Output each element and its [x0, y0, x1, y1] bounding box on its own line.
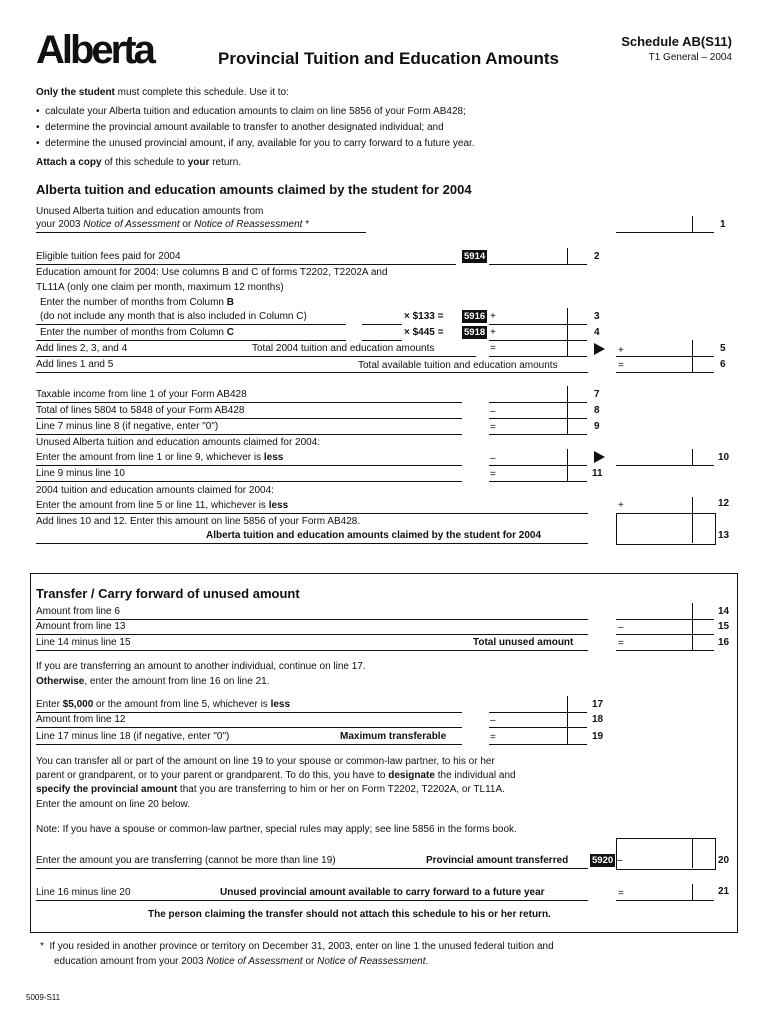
- line1-label-a: Unused Alberta tuition and education amounts from: [36, 206, 264, 217]
- underline: [36, 356, 476, 357]
- l10-bold: less: [263, 452, 284, 463]
- line-number: 9: [594, 421, 600, 432]
- l1-italic-1: Notice of Assessment: [83, 219, 180, 230]
- p2-end: the individual and: [434, 770, 516, 781]
- cents-divider: [567, 696, 568, 712]
- arrow-right-icon: [594, 451, 605, 463]
- line19-field[interactable]: [489, 744, 587, 745]
- cents-divider: [692, 884, 693, 900]
- line5-field[interactable]: [616, 356, 714, 357]
- line17-field[interactable]: [489, 712, 587, 713]
- cents-divider: [567, 386, 568, 402]
- otherwise-text: , enter the amount from line 16 on line 21.: [84, 676, 270, 687]
- cents-divider: [567, 728, 568, 744]
- line21-field[interactable]: [616, 900, 714, 901]
- line7-field[interactable]: [489, 402, 587, 403]
- line6-field[interactable]: [616, 372, 714, 373]
- l12-pre: Enter the amount from line 5 or line 11, whichever is: [36, 500, 269, 511]
- otherwise-bold: Otherwise: [36, 676, 85, 687]
- line3-label-a: [40, 297, 234, 308]
- line10-label-b: [36, 452, 283, 463]
- fn-or: or: [302, 956, 318, 967]
- underline: [36, 232, 366, 233]
- cents-divider: [567, 449, 568, 465]
- fn-end: .: [425, 956, 429, 967]
- line4-label: [40, 327, 234, 338]
- line16-total-label: Total unused amount: [473, 637, 574, 648]
- plus-sign: +: [490, 311, 496, 322]
- alberta-logo: Alberta: [36, 28, 153, 72]
- attach-text: of this schedule to: [101, 157, 188, 168]
- line3-field[interactable]: [489, 324, 587, 325]
- line-number: 6: [720, 359, 726, 370]
- line-number: 17: [592, 699, 604, 710]
- line9-field[interactable]: [489, 434, 587, 435]
- form-id: 5009-S11: [26, 993, 61, 1002]
- line20-box[interactable]: [616, 838, 716, 870]
- line19-label: Line 17 minus line 18 (if negative, enter "0"): [36, 731, 230, 742]
- minus-sign: –: [490, 453, 496, 464]
- line14-label: Amount from line 6: [36, 606, 120, 617]
- bullet-3: [36, 138, 475, 149]
- line2-label: Eligible tuition fees paid for 2004: [36, 251, 181, 262]
- cents-divider: [567, 248, 568, 264]
- plus-sign: +: [618, 500, 624, 511]
- underline: [36, 434, 462, 435]
- arrow-right-icon: [594, 343, 605, 355]
- underline: [36, 619, 588, 620]
- line-number: 14: [718, 606, 730, 617]
- l1-or: or: [179, 219, 195, 230]
- bullet-text: calculate your Alberta tuition and education amounts to claim on line 5856 of your Form AB428;: [45, 106, 466, 117]
- line-number: 21: [718, 886, 730, 897]
- intro-lead-bold: Only the student: [36, 87, 115, 98]
- code-5916: 5916: [464, 311, 486, 322]
- cents-divider: [567, 418, 568, 434]
- fn-italic-2: Notice of Reassessment: [317, 956, 426, 967]
- form-subtitle: T1 General – 2004: [648, 52, 732, 63]
- explanation-line-1: You can transfer all or part of the amount on line 19 to your spouse or common-law partner, to his or her: [36, 756, 495, 767]
- line18-label: Amount from line 12: [36, 714, 126, 725]
- transfer-section-frame: [30, 573, 738, 933]
- line17-label: [36, 699, 290, 710]
- cents-divider: [567, 712, 568, 727]
- bullet-dot: •: [36, 106, 40, 117]
- education-desc-a: Education amount for 2004: Use columns B and C of forms T2202, T2202A and: [36, 267, 388, 278]
- footnote-text-a: If you resided in another province or territory on December 31, 2003, enter on line 1 the unused federal tuition and: [49, 941, 554, 952]
- line15-label: Amount from line 13: [36, 621, 126, 632]
- line-number: 3: [594, 311, 600, 322]
- line2-field[interactable]: [489, 264, 587, 265]
- line21-label: Line 16 minus line 20: [36, 887, 131, 898]
- footnote-line-2: [54, 956, 428, 967]
- line-number: 20: [718, 855, 730, 866]
- bullet-text: determine the provincial amount available to transfer to another designated individual; and: [45, 122, 444, 133]
- equals-sign: =: [618, 888, 624, 899]
- underline: [36, 402, 462, 403]
- line10-field[interactable]: [616, 465, 714, 466]
- line5-label: Add lines 2, 3, and 4: [36, 343, 128, 354]
- line16-label: Line 14 minus line 15: [36, 637, 131, 648]
- underline: [36, 868, 588, 869]
- footnote-line-1: [40, 941, 554, 952]
- l10-pre: Enter the amount from line 1 or line 9, whichever is: [36, 452, 264, 463]
- line21-total-label: Unused provincial amount available to carry forward to a future year: [220, 887, 545, 898]
- underline: [36, 744, 462, 745]
- fn-pre: education amount from your 2003: [54, 956, 207, 967]
- plus-sign: +: [618, 345, 624, 356]
- minus-sign: –: [617, 855, 623, 866]
- line7-label: Taxable income from line 1 of your Form AB428: [36, 389, 247, 400]
- l17-mid: or the amount from line 5, whichever is: [93, 699, 271, 710]
- cents-divider: [692, 356, 693, 372]
- cents-divider: [692, 497, 693, 513]
- line19-total-label: Maximum transferable: [340, 731, 447, 742]
- line4-months-field[interactable]: [362, 340, 402, 341]
- transfer-instruction-a: If you are transferring an amount to another individual, continue on line 17.: [36, 661, 366, 672]
- line20-label: Enter the amount you are transferring (cannot be more than line 19): [36, 855, 336, 866]
- p3-bold: specify the provincial amount: [36, 784, 178, 795]
- line5-subtotal-field[interactable]: [489, 356, 587, 357]
- underline: [36, 543, 588, 544]
- cents-divider: [692, 216, 693, 232]
- underline: [36, 634, 588, 635]
- l17-bold-2: less: [270, 699, 291, 710]
- equals-sign: =: [490, 422, 496, 433]
- underline: [36, 372, 588, 373]
- line13-total-label: Alberta tuition and education amounts claimed by the student for 2004: [206, 530, 542, 541]
- line6-total-label: Total available tuition and education amounts: [358, 360, 558, 371]
- l3-col: B: [226, 297, 234, 308]
- line16-field[interactable]: [616, 650, 714, 651]
- line1-field[interactable]: [616, 232, 714, 233]
- code-5914: 5914: [464, 251, 486, 262]
- line-number: 18: [592, 714, 604, 725]
- line5-total-label: Total 2004 tuition and education amounts: [252, 343, 435, 354]
- transfer-instruction-b: [36, 676, 269, 687]
- schedule-name: Schedule AB(S11): [621, 34, 732, 49]
- line15-field[interactable]: [616, 634, 714, 635]
- cents-divider: [567, 465, 568, 481]
- underline: [36, 340, 346, 341]
- line20-total-label: Provincial amount transferred: [426, 855, 569, 866]
- education-desc-b: TL11A (only one claim per month, maximum 12 months): [36, 282, 284, 293]
- explanation-line-4: Enter the amount on line 20 below.: [36, 799, 190, 810]
- line10-subfield[interactable]: [489, 465, 587, 466]
- equals-sign: =: [490, 343, 496, 354]
- bullet-1: [36, 106, 466, 117]
- line11-label: Line 9 minus line 10: [36, 468, 125, 479]
- line-number: 11: [592, 468, 603, 479]
- page-title: Provincial Tuition and Education Amounts: [218, 49, 559, 68]
- transfer-warning: The person claiming the transfer should not attach this schedule to his or her return.: [148, 909, 551, 920]
- l17-pre: Enter: [36, 699, 63, 710]
- bullet-dot: •: [36, 122, 40, 133]
- section2-heading: Transfer / Carry forward of unused amount: [36, 586, 300, 601]
- line-number: 10: [718, 452, 730, 463]
- code-5920: 5920: [592, 855, 614, 866]
- underline: [36, 900, 588, 901]
- p2-bold: designate: [388, 770, 435, 781]
- line4-multiplier: × $445 =: [404, 327, 444, 338]
- line13-label-a: Add lines 10 and 12. Enter this amount on line 5856 of your Form AB428.: [36, 516, 361, 527]
- line-number: 5: [720, 343, 726, 354]
- line-number: 7: [594, 389, 600, 400]
- cents-divider: [692, 449, 693, 465]
- cents-divider: [692, 513, 693, 543]
- bullet-dot: •: [36, 138, 40, 149]
- bullet-2: [36, 122, 444, 133]
- line-number: 19: [592, 731, 604, 742]
- l17-bold: $5,000: [62, 699, 94, 710]
- plus-sign: +: [490, 327, 496, 338]
- l4-col: C: [226, 327, 234, 338]
- p3-end: that you are transferring to him or her on Form T2202, T2202A, or TL11A.: [177, 784, 505, 795]
- line14-field[interactable]: [616, 619, 714, 620]
- p2-pre: parent or grandparent, or to your parent or grandparent. To do this, you have to: [36, 770, 389, 781]
- underline: [36, 418, 462, 419]
- underline: [36, 513, 588, 514]
- l12-bold: less: [268, 500, 289, 511]
- l4-pre: Enter the number of months from Column: [40, 327, 227, 338]
- cents-divider: [567, 402, 568, 418]
- line-number: 13: [718, 530, 730, 541]
- line-number: 1: [720, 219, 726, 230]
- section1-heading: Alberta tuition and education amounts claimed by the student for 2004: [36, 182, 472, 197]
- equals-sign: =: [618, 638, 624, 649]
- line8-label: Total of lines 5804 to 5848 of your Form AB428: [36, 405, 245, 416]
- underline: [36, 712, 462, 713]
- line3-multiplier: × $133 =: [404, 311, 444, 322]
- cents-divider: [692, 838, 693, 868]
- line3-label-b: (do not include any month that is also included in Column C): [40, 311, 307, 322]
- equals-sign: =: [490, 732, 496, 743]
- bullet-text: determine the unused provincial amount, if any, available for you to carry forward to a future year.: [45, 138, 475, 149]
- equals-sign: =: [490, 469, 496, 480]
- line-number: 8: [594, 405, 600, 416]
- line-number: 2: [594, 251, 600, 262]
- underline: [36, 465, 462, 466]
- attach-note: [36, 157, 241, 168]
- line12-label-a: 2004 tuition and education amounts claimed for 2004:: [36, 485, 274, 496]
- line-number: 16: [718, 637, 730, 648]
- explanation-line-2: [36, 770, 516, 781]
- underline: [36, 727, 462, 728]
- cents-divider: [692, 619, 693, 634]
- attach-bold: Attach a copy: [36, 157, 102, 168]
- line6-label: Add lines 1 and 5: [36, 359, 114, 370]
- line8-field[interactable]: [489, 418, 587, 419]
- line3-months-field[interactable]: [362, 324, 402, 325]
- line18-field[interactable]: [489, 727, 587, 728]
- line12-label-b: [36, 500, 288, 511]
- underline: [36, 264, 456, 265]
- minus-sign: –: [618, 622, 624, 633]
- fn-italic-1: Notice of Assessment: [206, 956, 303, 967]
- minus-sign: –: [490, 406, 496, 417]
- line9-label: Line 7 minus line 8 (if negative, enter "0"): [36, 421, 219, 432]
- underline: [36, 481, 462, 482]
- line1-label-b: [36, 219, 309, 230]
- cents-divider: [692, 340, 693, 356]
- line10-label-a: Unused Alberta tuition and education amounts claimed for 2004:: [36, 437, 321, 448]
- line11-field[interactable]: [489, 481, 587, 482]
- cents-divider: [692, 603, 693, 619]
- l1-star: *: [302, 219, 310, 230]
- explanation-line-3: [36, 784, 505, 795]
- attach-end: return.: [209, 157, 242, 168]
- l1-pre: your 2003: [36, 219, 84, 230]
- cents-divider: [567, 324, 568, 340]
- footnote-star: *: [40, 941, 44, 952]
- minus-sign: –: [490, 715, 496, 726]
- l1-italic-2: Notice of Reassessment: [194, 219, 303, 230]
- line-number: 15: [718, 621, 730, 632]
- l3-pre: Enter the number of months from Column: [40, 297, 227, 308]
- underline: [36, 650, 588, 651]
- attach-bold-2: your: [187, 157, 210, 168]
- underline: [36, 324, 346, 325]
- line13-box[interactable]: [616, 513, 716, 545]
- line4-field[interactable]: [489, 340, 587, 341]
- code-5918: 5918: [464, 327, 486, 338]
- cents-divider: [692, 634, 693, 650]
- spouse-note: Note: If you have a spouse or common-law partner, special rules may apply; see line 5856 in the forms book.: [36, 824, 517, 835]
- line-number: 12: [718, 498, 730, 509]
- intro-lead: [36, 87, 289, 98]
- equals-sign: =: [618, 360, 624, 371]
- line-number: 4: [594, 327, 600, 338]
- cents-divider: [567, 308, 568, 324]
- cents-divider: [567, 340, 568, 356]
- intro-lead-text: must complete this schedule. Use it to:: [114, 87, 289, 98]
